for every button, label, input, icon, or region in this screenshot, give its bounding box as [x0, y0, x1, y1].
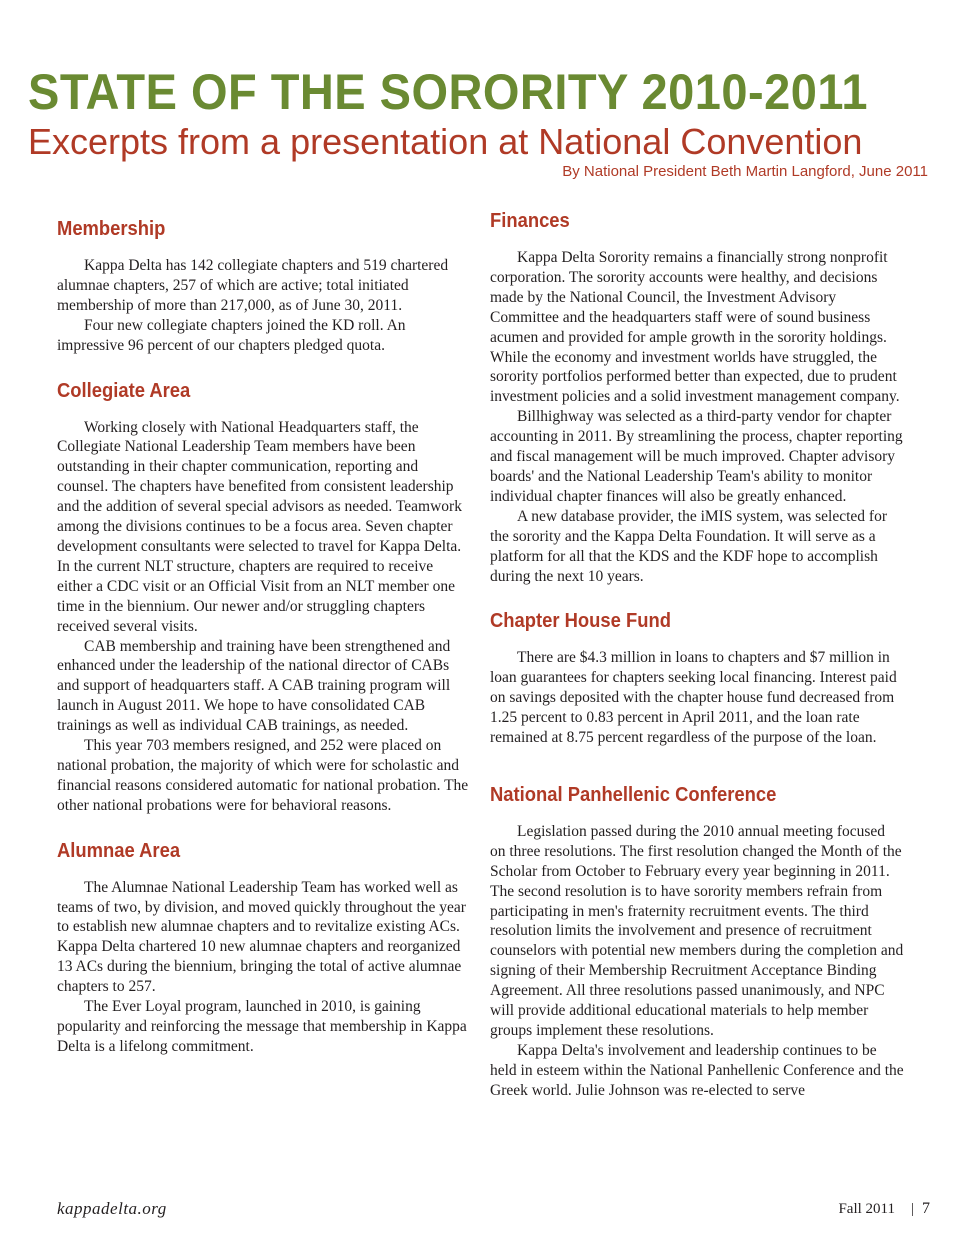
paragraph: A new database provider, the iMIS system, was selected for the sorority and the Kappa Delta Foundation. It will serve as a platform for all that the KDS and the KDF hope to accomplish during the next 10 years. — [490, 507, 887, 585]
paragraph: Four new collegiate chapters joined the KD roll. An impressive 96 percent of our chapters pledged quota. — [57, 316, 406, 354]
section-national-panhellenic-conference — [490, 782, 904, 1101]
section-membership — [57, 216, 471, 356]
footer-website: kappadelta.org — [57, 1199, 167, 1218]
right-column — [490, 208, 904, 1123]
section-finances — [490, 208, 904, 586]
paragraph: Kappa Delta's involvement and leadership continues to be held in esteem within the National Panhellenic Conference and the Greek world. Julie Johnson was re-elected to serve — [490, 1041, 904, 1099]
paragraph: Billhighway was selected as a third-party vendor for chapter accounting in 2011. By streamlining the process, chapter reporting and fiscal management will be much improved. Chapter advisory boards' and the National Leadership Team's ability to monitor individual chapter finances will also be greatly enhanced. — [490, 408, 903, 505]
footer-issue: Fall 2011 — [838, 1201, 895, 1217]
left-column — [57, 216, 471, 1079]
page-subtitle: Excerpts from a presentation at National Convention — [28, 121, 863, 162]
section-heading: Finances — [490, 210, 570, 232]
paragraph: Kappa Delta Sorority remains a financially strong nonprofit corporation. The sorority accounts were healthy, and decisions made by the National Council, the Investment Advisory Committee and the headquarters staff were of sound business acumen and provided for ample growth in the sorority holdings. While the economy and investment worlds have struggled, the sorority portfolios performed better than expected, due to prudent investment policies and a solid investment management company. — [490, 249, 900, 406]
section-heading: Alumnae Area — [57, 839, 181, 862]
paragraph: Legislation passed during the 2010 annual meeting focused on three resolutions. The first resolution changed the Month of the Scholar from October to February every year beginning in 2011. The second resolution is to have sorority members refrain from participating in men's fraternity recruitment events. The third resolution limits the involvement and presence of recruitment counselors with potential new members during the completion and signing of their Membership Recruitment Acceptance Binding Agreement. All three resolutions passed unanimously, and NPC will provide additional educational materials to help member groups implement these resolutions. — [490, 822, 904, 1039]
paragraph: The Alumnae National Leadership Team has worked well as teams of two, by division, and moved quickly throughout the year to establish new alumnae chapters and to revitalize existing ACs. Kappa Delta chartered 10 new alumnae chapters and reorganized 13 ACs during the biennium, bringing the total of active alumnae chapters to 257. — [57, 878, 466, 996]
section-heading: Membership — [57, 218, 166, 240]
section-chapter-house-fund — [490, 608, 904, 748]
footer-page-info — [838, 1200, 930, 1218]
paragraph: Working closely with National Headquarters staff, the Collegiate National Leadership Team members have been outstanding in their chapter communication, reporting and counsel. The chapters have benefited from consistent leadership and the addition of several special advisors as needed. Teamwork among the divisions continues to be a focus area. Seven chapter development consultants were selected to travel for Kappa Delta. In the current NLT structure, chapters are required to receive either a CDC visit or an Official Visit from an NLT member one time in the biennium. Our newer and/or struggling chapters received several visits. — [57, 418, 462, 635]
section-heading: Collegiate Area — [57, 379, 191, 402]
paragraph: CAB membership and training have been strengthened and enhanced under the leadership of the national director of CABs and support of headquarters staff. A CAB training program will launch in August 2011. We hope to have consolidated CAB trainings as well as individual CAB trainings, as needed. — [57, 637, 451, 735]
paragraph: There are $4.3 million in loans to chapters and $7 million in loan guarantees for chapters seeking local financing. Interest paid on savings deposited with the chapter house fund decreased from 1.25 percent to 0.83 percent in April 2011, and the loan rate remained at 8.75 percent regardless of the purpose of the loan. — [490, 649, 897, 747]
paragraph: This year 703 members resigned, and 252 were placed on national probation, the majority of which were for scholastic and financial reasons considered automatic for national probation. The other national probations were for behavioral reasons. — [57, 737, 469, 814]
page-number: 7 — [922, 1200, 930, 1217]
page-title: STATE OF THE SORORITY 2010-2011 — [28, 64, 868, 120]
section-alumnae-area — [57, 838, 471, 1057]
footer-separator: | — [910, 1201, 914, 1217]
paragraph: The Ever Loyal program, launched in 2010, is gaining popularity and reinforcing the message that membership in Kappa Delta is a lifelong commitment. — [57, 998, 467, 1055]
section-heading: Chapter House Fund — [490, 610, 671, 633]
section-collegiate-area — [57, 378, 471, 816]
byline: By National President Beth Martin Langford, June 2011 — [562, 163, 928, 180]
section-heading: National Panhellenic Conference — [490, 783, 777, 806]
paragraph: Kappa Delta has 142 collegiate chapters and 519 chartered alumnae chapters, 257 of which are active; total initiated membership of more than 217,000, as of June 30, 2011. — [57, 257, 449, 314]
